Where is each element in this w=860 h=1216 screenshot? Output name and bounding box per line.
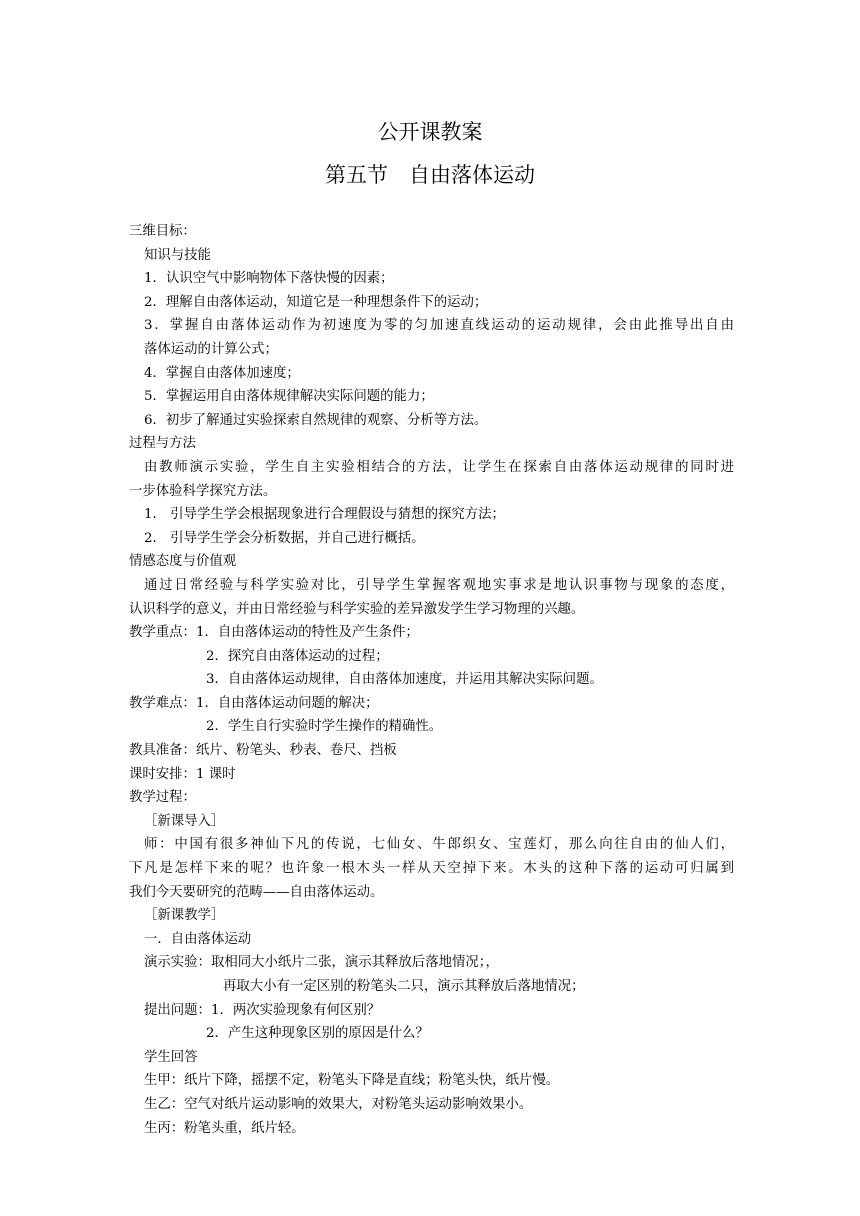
text-line: 落体运动的计算公式； <box>144 341 278 357</box>
text-line: 过程与方法 <box>129 436 196 452</box>
text-line: 3．自由落体运动规律，自由落体加速度，并运用其解决实际问题。 <box>206 672 603 688</box>
text-line: 2．探究自由落体运动的过程； <box>206 648 389 664</box>
text-line: 生甲：纸片下降，摇摆不定，粉笔头下降是直线；粉笔头快，纸片慢。 <box>144 1073 560 1089</box>
text-line: 一步体验科学探究方法。 <box>129 483 277 499</box>
document-subtitle: 第五节 自由落体运动 <box>325 163 535 187</box>
text-line: 5．掌握运用自由落体规律解决实际问题的能力； <box>144 389 434 405</box>
text-line: 教学过程： <box>129 790 196 806</box>
text-line: 师：中国有很多神仙下凡的传说，七仙女、牛郎织女、宝莲灯，那么向往自由的仙人们， <box>144 837 734 853</box>
document-title: 公开课教案 <box>377 120 483 144</box>
text-line: 下凡是怎样下来的呢？也许象一根木头一样从天空掉下来。木头的这种下落的运动可归属到 <box>129 861 734 877</box>
text-line: ［新课导入］ <box>144 813 225 829</box>
text-line: 学生回答 <box>144 1049 198 1065</box>
text-line: 教学重点：1．自由落体运动的特性及产生条件； <box>129 625 419 641</box>
text-line: 一．自由落体运动 <box>144 931 252 947</box>
text-line: 生丙：粉笔头重，纸片轻。 <box>144 1120 305 1136</box>
text-line: 再取大小有一定区别的粉笔头二只，演示其释放后落地情况； <box>223 979 585 994</box>
text-line: 4．掌握自由落体加速度； <box>144 365 300 381</box>
text-line: 1．认识空气中影响物体下落快慢的因素； <box>144 271 394 287</box>
text-line: 生乙：空气对纸片运动影响的效果大，对粉笔头运动影响效果小。 <box>144 1096 533 1112</box>
text-line: 2．学生自行实验时学生操作的精确性。 <box>206 719 443 735</box>
text-line: 提出问题：1．两次实验现象有何区别？ <box>144 1002 381 1018</box>
text-line: 三维目标： <box>129 224 196 239</box>
text-line: 情感态度与价值观 <box>129 554 237 570</box>
text-line: 6．初步了解通过实验探索自然规律的观察、分析等方法。 <box>144 412 488 428</box>
text-line: 认识科学的意义，并由日常经验与科学实验的差异激发学生学习物理的兴趣。 <box>129 601 585 617</box>
text-line: 课时安排：1 课时 <box>129 766 236 782</box>
text-line: 知识与技能 <box>144 247 211 263</box>
text-line: ［新课教学］ <box>144 908 225 924</box>
text-line: 演示实验：取相同大小纸片二张，演示其释放后落地情况；， <box>144 955 499 971</box>
text-line: 教具准备：纸片、粉笔头、秒表、卷尺、挡板 <box>129 743 397 759</box>
text-line: 2． 引导学生学会分析数据，并自己进行概括。 <box>144 530 425 546</box>
text-line: 1． 引导学生学会根据现象进行合理假设与猜想的探究方法； <box>144 507 505 523</box>
text-line: 2．产生这种现象区别的原因是什么？ <box>206 1026 429 1042</box>
text-line: 3．掌握自由落体运动作为初速度为零的匀加速直线运动的运动规律，会由此推导出自由 <box>144 318 734 334</box>
text-line: 2．理解自由落体运动，知道它是一种理想条件下的运动； <box>144 294 488 310</box>
text-line: 我们今天要研究的范畴——自由落体运动。 <box>129 884 384 900</box>
text-line: 通过日常经验与科学实验对比，引导学生掌握客观地实事求是地认识事物与现象的态度， <box>144 577 734 593</box>
text-line: 由教师演示实验，学生自主实验相结合的方法，让学生在探索自由落体运动规律的同时进 <box>144 459 734 475</box>
document-body <box>129 220 734 1140</box>
text-line: 教学难点：1．自由落体运动问题的解决； <box>129 695 379 711</box>
